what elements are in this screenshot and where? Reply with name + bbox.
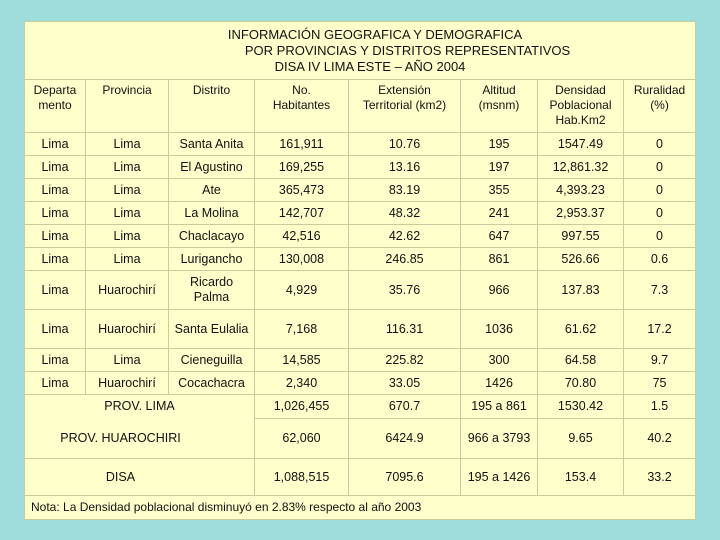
summary-row-prov-lima	[25, 395, 696, 419]
footnote: Nota: La Densidad poblacional disminuyó en 2.83% respecto al año 2003	[25, 496, 696, 520]
table-row	[25, 372, 696, 395]
cell-departamento: Lima	[25, 310, 86, 349]
table-row	[25, 156, 696, 179]
header-extension: Extensión Territorial (km2)	[349, 80, 461, 133]
cell-ruralidad: 0	[624, 179, 696, 202]
cell-ruralidad: 0.6	[624, 248, 696, 271]
cell-departamento: Lima	[25, 133, 86, 156]
summary-habitantes: 1,026,455	[255, 395, 349, 419]
cell-departamento: Lima	[25, 349, 86, 372]
cell-densidad: 70.80	[538, 372, 624, 395]
title-line-1: INFORMACIÓN GEOGRAFICA Y DEMOGRAFICA	[227, 26, 523, 42]
header-departamento: Departa mento	[25, 80, 86, 133]
cell-ruralidad: 0	[624, 133, 696, 156]
cell-provincia: Lima	[86, 156, 169, 179]
header-provincia: Provincia	[86, 80, 169, 133]
cell-departamento: Lima	[25, 179, 86, 202]
cell-altitud: 197	[461, 156, 538, 179]
cell-extension: 42.62	[349, 225, 461, 248]
cell-distrito: Santa Eulalia	[169, 310, 255, 349]
cell-densidad: 526.66	[538, 248, 624, 271]
cell-extension: 116.31	[349, 310, 461, 349]
cell-altitud: 861	[461, 248, 538, 271]
cell-altitud: 1036	[461, 310, 538, 349]
table-row	[25, 225, 696, 248]
cell-extension: 48.32	[349, 202, 461, 225]
summary-altitud: 966 a 3793	[461, 419, 538, 459]
cell-altitud: 355	[461, 179, 538, 202]
header-row	[25, 80, 696, 133]
cell-densidad: 12,861.32	[538, 156, 624, 179]
table-row	[25, 179, 696, 202]
summary-ruralidad: 1.5	[624, 395, 696, 419]
cell-habitantes: 42,516	[255, 225, 349, 248]
table-row	[25, 271, 696, 310]
cell-departamento: Lima	[25, 248, 86, 271]
summary-row-disa	[25, 459, 696, 496]
summary-extension: 6424.9	[349, 419, 461, 459]
cell-provincia: Huarochirí	[86, 372, 169, 395]
summary-label: DISA	[25, 459, 255, 496]
cell-extension: 83.19	[349, 179, 461, 202]
cell-extension: 13.16	[349, 156, 461, 179]
cell-ruralidad: 0	[624, 202, 696, 225]
summary-extension: 670.7	[349, 395, 461, 419]
header-habitantes: No. Habitantes	[255, 80, 349, 133]
summary-habitantes: 62,060	[255, 419, 349, 459]
table-row	[25, 310, 696, 349]
data-sheet	[24, 21, 695, 519]
summary-densidad: 1530.42	[538, 395, 624, 419]
header-ruralidad: Ruralidad (%)	[624, 80, 696, 133]
cell-ruralidad: 9.7	[624, 349, 696, 372]
cell-extension: 33.05	[349, 372, 461, 395]
title-line-2: POR PROVINCIAS Y DISTRITOS REPRESENTATIVOS	[244, 42, 571, 58]
cell-altitud: 647	[461, 225, 538, 248]
cell-extension: 246.85	[349, 248, 461, 271]
cell-provincia: Lima	[86, 225, 169, 248]
cell-departamento: Lima	[25, 372, 86, 395]
summary-extension: 7095.6	[349, 459, 461, 496]
cell-departamento: Lima	[25, 156, 86, 179]
cell-distrito: Ate	[169, 179, 255, 202]
cell-densidad: 4,393.23	[538, 179, 624, 202]
summary-ruralidad: 40.2	[624, 419, 696, 459]
summary-altitud: 195 a 861	[461, 395, 538, 419]
summary-label: PROV. LIMA	[25, 395, 255, 419]
cell-altitud: 241	[461, 202, 538, 225]
cell-altitud: 300	[461, 349, 538, 372]
cell-habitantes: 7,168	[255, 310, 349, 349]
cell-distrito: Ricardo Palma	[169, 271, 255, 310]
cell-distrito: Cocachacra	[169, 372, 255, 395]
cell-habitantes: 14,585	[255, 349, 349, 372]
cell-distrito: El Agustino	[169, 156, 255, 179]
cell-habitantes: 365,473	[255, 179, 349, 202]
table-row	[25, 349, 696, 372]
cell-ruralidad: 0	[624, 156, 696, 179]
cell-extension: 225.82	[349, 349, 461, 372]
cell-densidad: 137.83	[538, 271, 624, 310]
summary-label: PROV. HUAROCHIRI	[25, 419, 255, 459]
cell-distrito: La Molina	[169, 202, 255, 225]
summary-row-prov-huarochiri	[25, 419, 696, 459]
cell-habitantes: 169,255	[255, 156, 349, 179]
cell-extension: 35.76	[349, 271, 461, 310]
cell-densidad: 61.62	[538, 310, 624, 349]
cell-provincia: Lima	[86, 202, 169, 225]
cell-distrito: Lurigancho	[169, 248, 255, 271]
header-distrito: Distrito	[169, 80, 255, 133]
cell-densidad: 997.55	[538, 225, 624, 248]
cell-ruralidad: 17.2	[624, 310, 696, 349]
cell-provincia: Huarochirí	[86, 310, 169, 349]
header-densidad: Densidad Poblacional Hab.Km2	[538, 80, 624, 133]
summary-densidad: 9.65	[538, 419, 624, 459]
header-altitud: Altitud (msnm)	[461, 80, 538, 133]
cell-provincia: Lima	[86, 133, 169, 156]
cell-provincia: Lima	[86, 248, 169, 271]
cell-altitud: 966	[461, 271, 538, 310]
table-row	[25, 202, 696, 225]
table-row	[25, 248, 696, 271]
cell-ruralidad: 0	[624, 225, 696, 248]
cell-densidad: 64.58	[538, 349, 624, 372]
summary-altitud: 195 a 1426	[461, 459, 538, 496]
summary-habitantes: 1,088,515	[255, 459, 349, 496]
cell-densidad: 1547.49	[538, 133, 624, 156]
cell-habitantes: 130,008	[255, 248, 349, 271]
title-line-3: DISA IV LIMA ESTE – AÑO 2004	[274, 58, 466, 74]
cell-habitantes: 142,707	[255, 202, 349, 225]
demographic-table	[24, 21, 696, 520]
cell-provincia: Lima	[86, 349, 169, 372]
cell-habitantes: 161,911	[255, 133, 349, 156]
cell-departamento: Lima	[25, 271, 86, 310]
cell-ruralidad: 75	[624, 372, 696, 395]
cell-habitantes: 2,340	[255, 372, 349, 395]
cell-habitantes: 4,929	[255, 271, 349, 310]
cell-departamento: Lima	[25, 225, 86, 248]
summary-densidad: 153.4	[538, 459, 624, 496]
cell-ruralidad: 7.3	[624, 271, 696, 310]
cell-altitud: 195	[461, 133, 538, 156]
cell-distrito: Santa Anita	[169, 133, 255, 156]
summary-ruralidad: 33.2	[624, 459, 696, 496]
table-row	[25, 133, 696, 156]
cell-departamento: Lima	[25, 202, 86, 225]
cell-altitud: 1426	[461, 372, 538, 395]
cell-provincia: Huarochirí	[86, 271, 169, 310]
cell-provincia: Lima	[86, 179, 169, 202]
table-title	[25, 22, 696, 80]
cell-densidad: 2,953.37	[538, 202, 624, 225]
cell-distrito: Cieneguilla	[169, 349, 255, 372]
cell-extension: 10.76	[349, 133, 461, 156]
cell-distrito: Chaclacayo	[169, 225, 255, 248]
